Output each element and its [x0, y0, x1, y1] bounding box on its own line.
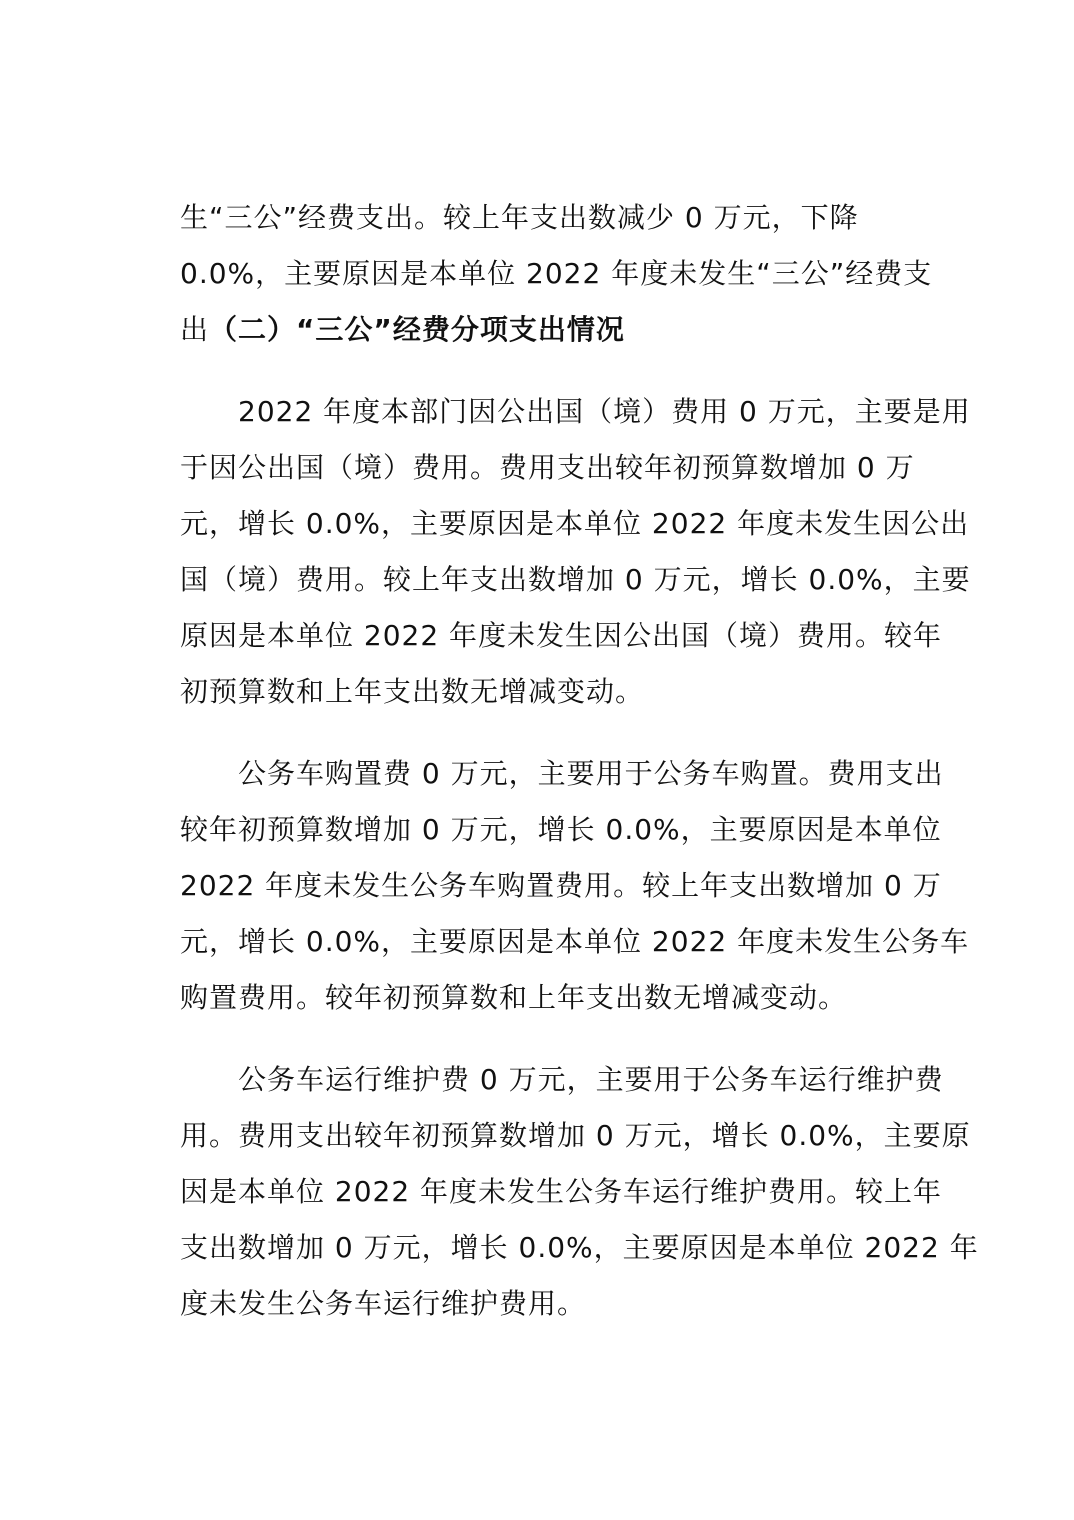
text-line: 元，增长 0.0%，主要原因是本单位 2022 年度未发生公务车	[180, 925, 970, 958]
text-line: 公务车运行维护费 0 万元，主要用于公务车运行维护费	[238, 1063, 944, 1096]
text-line: 于因公出国（境）费用。费用支出较年初预算数增加 0 万	[180, 451, 915, 484]
paragraph-vehicle-purchase	[180, 746, 970, 1026]
text-line: 0.0%，主要原因是本单位 2022 年度未发生“三公”经费支	[180, 257, 933, 290]
text-line: 支出数增加 0 万元，增长 0.0%，主要原因是本单位 2022 年	[180, 1231, 979, 1264]
text-line: 度未发生公务车运行维护费用。	[180, 1287, 587, 1320]
text-line: 2022 年度本部门因公出国（境）费用 0 万元，主要是用	[238, 395, 971, 428]
text-line: 原因是本单位 2022 年度未发生因公出国（境）费用。较年	[180, 619, 943, 652]
section-heading: （二）“三公”经费分项支出情况	[209, 313, 625, 346]
intro-paragraph	[180, 190, 940, 358]
text-fragment: 出	[180, 313, 210, 346]
document-body	[180, 190, 979, 1332]
paragraph-abroad-expense	[180, 384, 971, 720]
text-line: 生“三公”经费支出。较上年支出数减少 0 万元，下降	[180, 201, 859, 234]
text-line: 用。费用支出较年初预算数增加 0 万元，增长 0.0%，主要原	[180, 1119, 971, 1152]
text-line: 较年初预算数增加 0 万元，增长 0.0%，主要原因是本单位	[180, 813, 942, 846]
text-line: 初预算数和上年支出数无增减变动。	[180, 675, 645, 708]
text-line: 公务车购置费 0 万元，主要用于公务车购置。费用支出	[238, 757, 944, 790]
text-line: 国（境）费用。较上年支出数增加 0 万元，增长 0.0%，主要	[180, 563, 971, 596]
text-line: 2022 年度未发生公务车购置费用。较上年支出数增加 0 万	[180, 869, 942, 902]
text-line: 元，增长 0.0%，主要原因是本单位 2022 年度未发生因公出	[180, 507, 970, 540]
text-line: 因是本单位 2022 年度未发生公务车运行维护费用。较上年	[180, 1175, 943, 1208]
text-line	[180, 302, 940, 358]
paragraph-vehicle-maintenance	[180, 1052, 979, 1332]
text-line: 购置费用。较年初预算数和上年支出数无增减变动。	[180, 981, 848, 1014]
